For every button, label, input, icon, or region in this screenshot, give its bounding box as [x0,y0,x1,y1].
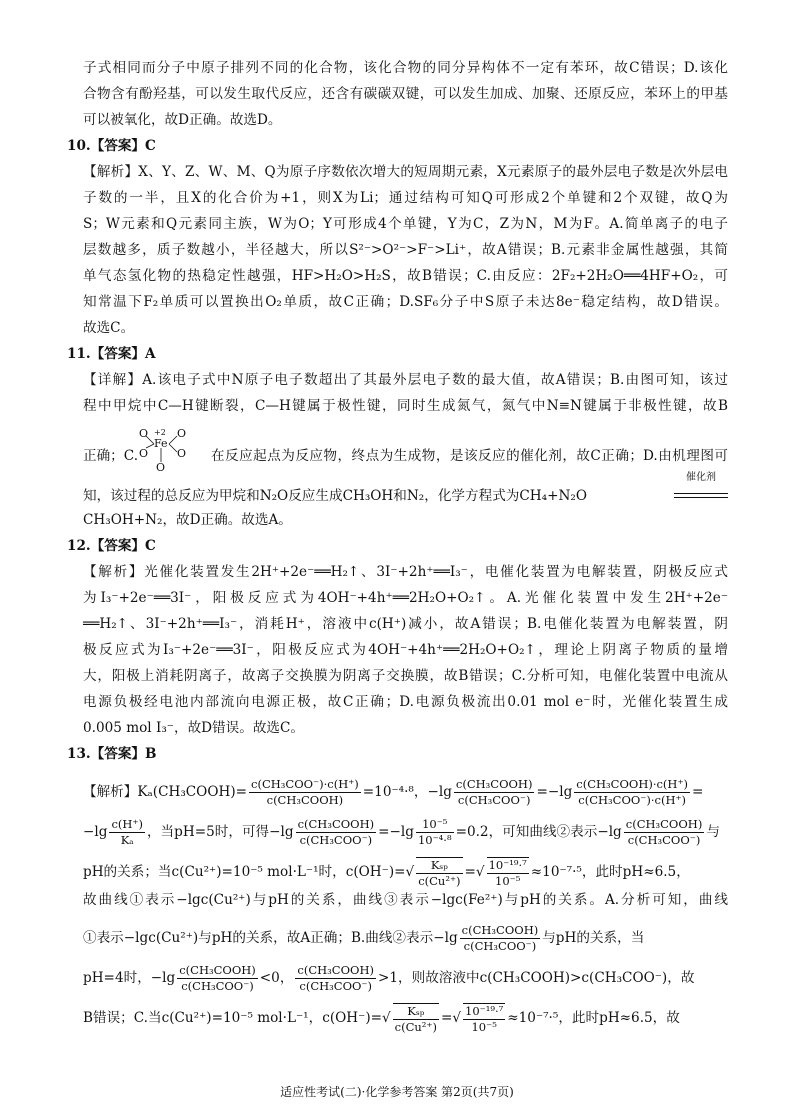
numerator: c(CH₃COO⁻)·c(H⁺) [251,777,359,791]
numerator: 10⁻¹⁹·⁷ [465,1003,504,1018]
denominator: 10⁻⁴·⁸ [417,833,452,847]
fraction [177,963,258,994]
denominator: c(CH₃COO⁻) [463,939,537,953]
text-segment: =√ [464,864,485,880]
text-line: 故选C。 [83,320,135,336]
iron-atom: Fe [154,437,168,450]
denominator: c(CH₃COO⁻) [299,979,372,993]
fraction [454,777,535,808]
text-segment: ，当pH=5时，可得−lg [146,824,294,840]
charge-label: +2 [154,428,166,437]
oxygen-atom: O [139,427,149,440]
text-line: CH₃OH+N₂，故D正确。故选A。 [83,512,292,528]
answer-heading-10: 10.【答案】C [67,138,156,154]
formula-line [83,812,728,852]
text-line: 层数越多，质子数越小，半径越大，所以S²⁻>O²⁻>F⁻>Li⁺，故A错误；B.元素非金属性越强，其简 [83,242,728,258]
fraction [487,857,529,889]
text-segment: pH=4时，−lg [83,970,176,986]
text-line: 极反应式为I₃⁻+2e⁻══3I⁻，阳极反应式为4OH⁻+4h⁺══2H₂O+O₂↑，理论上阴离子物质的量增 [83,642,728,658]
text-line: 子式相同而分子中原子排列不同的化合物，该化合物的同分异构体不一定有苯环，故C错误；D.该化 [83,60,728,76]
molecule-line [83,424,728,480]
text-segment: = [692,784,704,800]
numerator: c(CH₃COOH) [455,777,533,791]
text-segment: =−lg [536,784,573,800]
text-line: 可以被氧化，故D正确。故选D。 [83,112,282,128]
answer-heading-12: 12.【答案】C [67,538,156,554]
fraction [574,777,690,808]
fraction [296,817,377,848]
text-line: S；W元素和Q元素同主族，W为O；Y可形成4个单键，Y为C，Z为N，M为F。A.简单离子的电子 [83,216,728,232]
text-line: 为I₃⁻+2e⁻══3I⁻，阳极反应式为4OH⁻+4h⁺══2H₂O+O₂↑。A.光催化装置中发生2H⁺+2e⁻ [83,590,728,606]
text-line: 单气态氢化物的热稳定性越强，HF>H₂O>H₂S，故B错误；C.由反应：2F₂+2H₂O══4HF+O₂，可 [83,268,728,284]
denominator: c(Cu²⁺) [418,873,461,888]
text-line: 【详解】A.该电子式中N原子电子数超出了其最外层电子数的最大值，故A错误；B.由图可知，该过 [83,372,728,388]
fraction [295,963,376,994]
text-segment: <0， [259,970,294,986]
numerator: c(CH₃COOH)·c(H⁺) [576,777,689,791]
denominator: 10⁻⁵ [471,1019,497,1034]
text-segment: ①表示−lgc(Cu²⁺)与pH的关系，故A正确；B.曲线②表示−lg [83,930,458,946]
denominator: c(CH₃COO⁻)·c(H⁺) [578,793,687,807]
text-line: 【解析】光催化装置发生2H⁺+2e⁻══H₂↑、3I⁻+2h⁺══I₃⁻，电催化装置为电解装置，阴极反应式 [83,564,728,580]
fraction [463,1003,505,1035]
denominator: c(CH₃COO⁻) [457,793,531,807]
numerator: Kₛₚ [393,1004,439,1020]
answer-heading-13: 13.【答案】B [67,746,157,762]
numerator: c(CH₃COOH) [461,923,539,937]
text-segment: 【解析】Kₐ(CH₃COOH)= [83,784,248,800]
answer-content [67,60,728,1038]
fraction [624,817,705,848]
text-line: ══H₂↑、3I⁻+2h⁺══I₃⁻，消耗H⁺，溶液中c(H⁺)减小，故A错误；B.电催化装置为电解装置，阴 [83,616,728,632]
numerator: c(CH₃COOH) [625,817,703,831]
fe-complex-structure [137,424,207,480]
text-line: 故曲线①表示−lgc(Cu²⁺)与pH的关系，曲线③表示−lgc(Fe²⁺)与pH的关系。A.分析可知，曲线 [83,892,728,908]
numerator: c(H⁺) [111,817,143,831]
numerator: Kₛₚ [416,858,462,874]
fraction [109,817,145,848]
formula-line [83,852,728,892]
fraction [416,817,454,848]
text-segment: =0.2，可知曲线②表示−lg [455,824,622,840]
fraction [393,1003,439,1035]
numerator: 10⁻⁵ [416,817,454,833]
equation-line [83,472,728,512]
text-segment: ≈10⁻⁷·⁵，此时pH≈6.5，故 [507,1010,680,1026]
text-segment: 在反应起点为反应物，终点为生成物，是该反应的催化剂，故C正确；D.由机理图可 [211,448,728,464]
text-segment: =√ [440,1010,462,1026]
oxygen-atom: O [139,447,149,460]
denominator: 10⁻⁵ [495,873,521,888]
numerator: c(CH₃COOH) [179,963,256,977]
text-segment: 正确；C. [83,448,139,464]
catalyst-label: 催化剂 [686,472,716,483]
fraction [416,857,462,889]
text-segment: 与 [706,824,720,840]
denominator: c(CH₃COO⁻) [627,833,701,847]
text-segment: −lg [83,824,108,840]
numerator: 10⁻¹⁹·⁷ [488,857,527,872]
text-segment: =10⁻⁴·⁸，−lg [362,784,452,800]
text-segment: >1，则故溶液中c(CH₃COOH)>c(CH₃COO⁻)，故 [377,970,695,986]
text-line: 程中甲烷中C—H键断裂，C—H键属于极性键，同时生成氮气，氮气中N≡N键属于非极性键，故B [83,398,728,414]
text-segment: ≈10⁻⁷·⁵，此时pH≈6.5， [530,864,690,880]
text-segment: pH的关系；当c(Cu²⁺)=10⁻⁵ mol·L⁻¹时，c(OH⁻)=√ [83,864,415,880]
text-line: 知常温下F₂单质可以置换出O₂单质，故C正确；D.SF₆分子中S原子未达8e⁻稳定结构，故D错误。 [83,294,728,310]
denominator: c(CH₃COOH) [266,793,344,807]
text-line: 电源负极经电池内部流向电源正极，故C正确；D.电源负极流出0.01 mol e⁻时，光催化装置生成 [83,694,728,710]
page-footer: 适应性考试(二)·化学参考答案 第2页(共7页) [280,1085,514,1099]
denominator: c(CH₃COO⁻) [181,979,254,993]
text-segment: 知，该过程的总反应为甲烷和N₂O反应生成CH₃OH和N₂，化学方程式为CH₄+N₂O [83,488,587,504]
oxygen-atom: O [156,461,166,474]
text-segment: 与pH的关系，当 [542,930,645,946]
formula-line [83,998,728,1038]
denominator: c(CH₃COO⁻) [299,833,373,847]
text-segment: =−lg [378,824,414,840]
text-line: 合物含有酚羟基，可以发生取代反应，还含有碳碳双键，可以发生加成、加聚、还原反应，苯环上的甲基 [83,86,728,102]
formula-line [83,958,728,998]
numerator: c(CH₃COOH) [297,817,375,831]
text-line: 【解析】X、Y、Z、W、M、Q为原子序数依次增大的短周期元素，X元素原子的最外层电子数是次外层电 [83,164,728,180]
answer-heading-11: 11.【答案】A [67,346,156,362]
text-line: 子数的一半，且X的化合价为+1，则X为Li；通过结构可知Q可形成2个单键和2个双键，故Q为 [83,190,728,206]
fraction [249,777,361,808]
equals-arrow [674,493,728,498]
text-line: 大，阳极上消耗阴离子，故离子交换膜为阴离子交换膜，故B错误；C.分析可知，电催化装置中电流从 [83,668,728,684]
text-segment: B错误；C.当c(Cu²⁺)=10⁻⁵ mol·L⁻¹，c(OH⁻)=√ [83,1010,391,1026]
denominator: c(Cu²⁺) [394,1019,437,1034]
formula-line [83,772,728,812]
text-line: 0.005 mol I₃⁻，故D错误。故选C。 [83,720,305,736]
denominator: Kₐ [120,833,134,847]
oxygen-atom: O [177,447,187,460]
oxygen-atom: O [177,427,187,440]
formula-line [83,918,728,958]
fraction [460,923,541,954]
numerator: c(CH₃COOH) [297,963,374,977]
